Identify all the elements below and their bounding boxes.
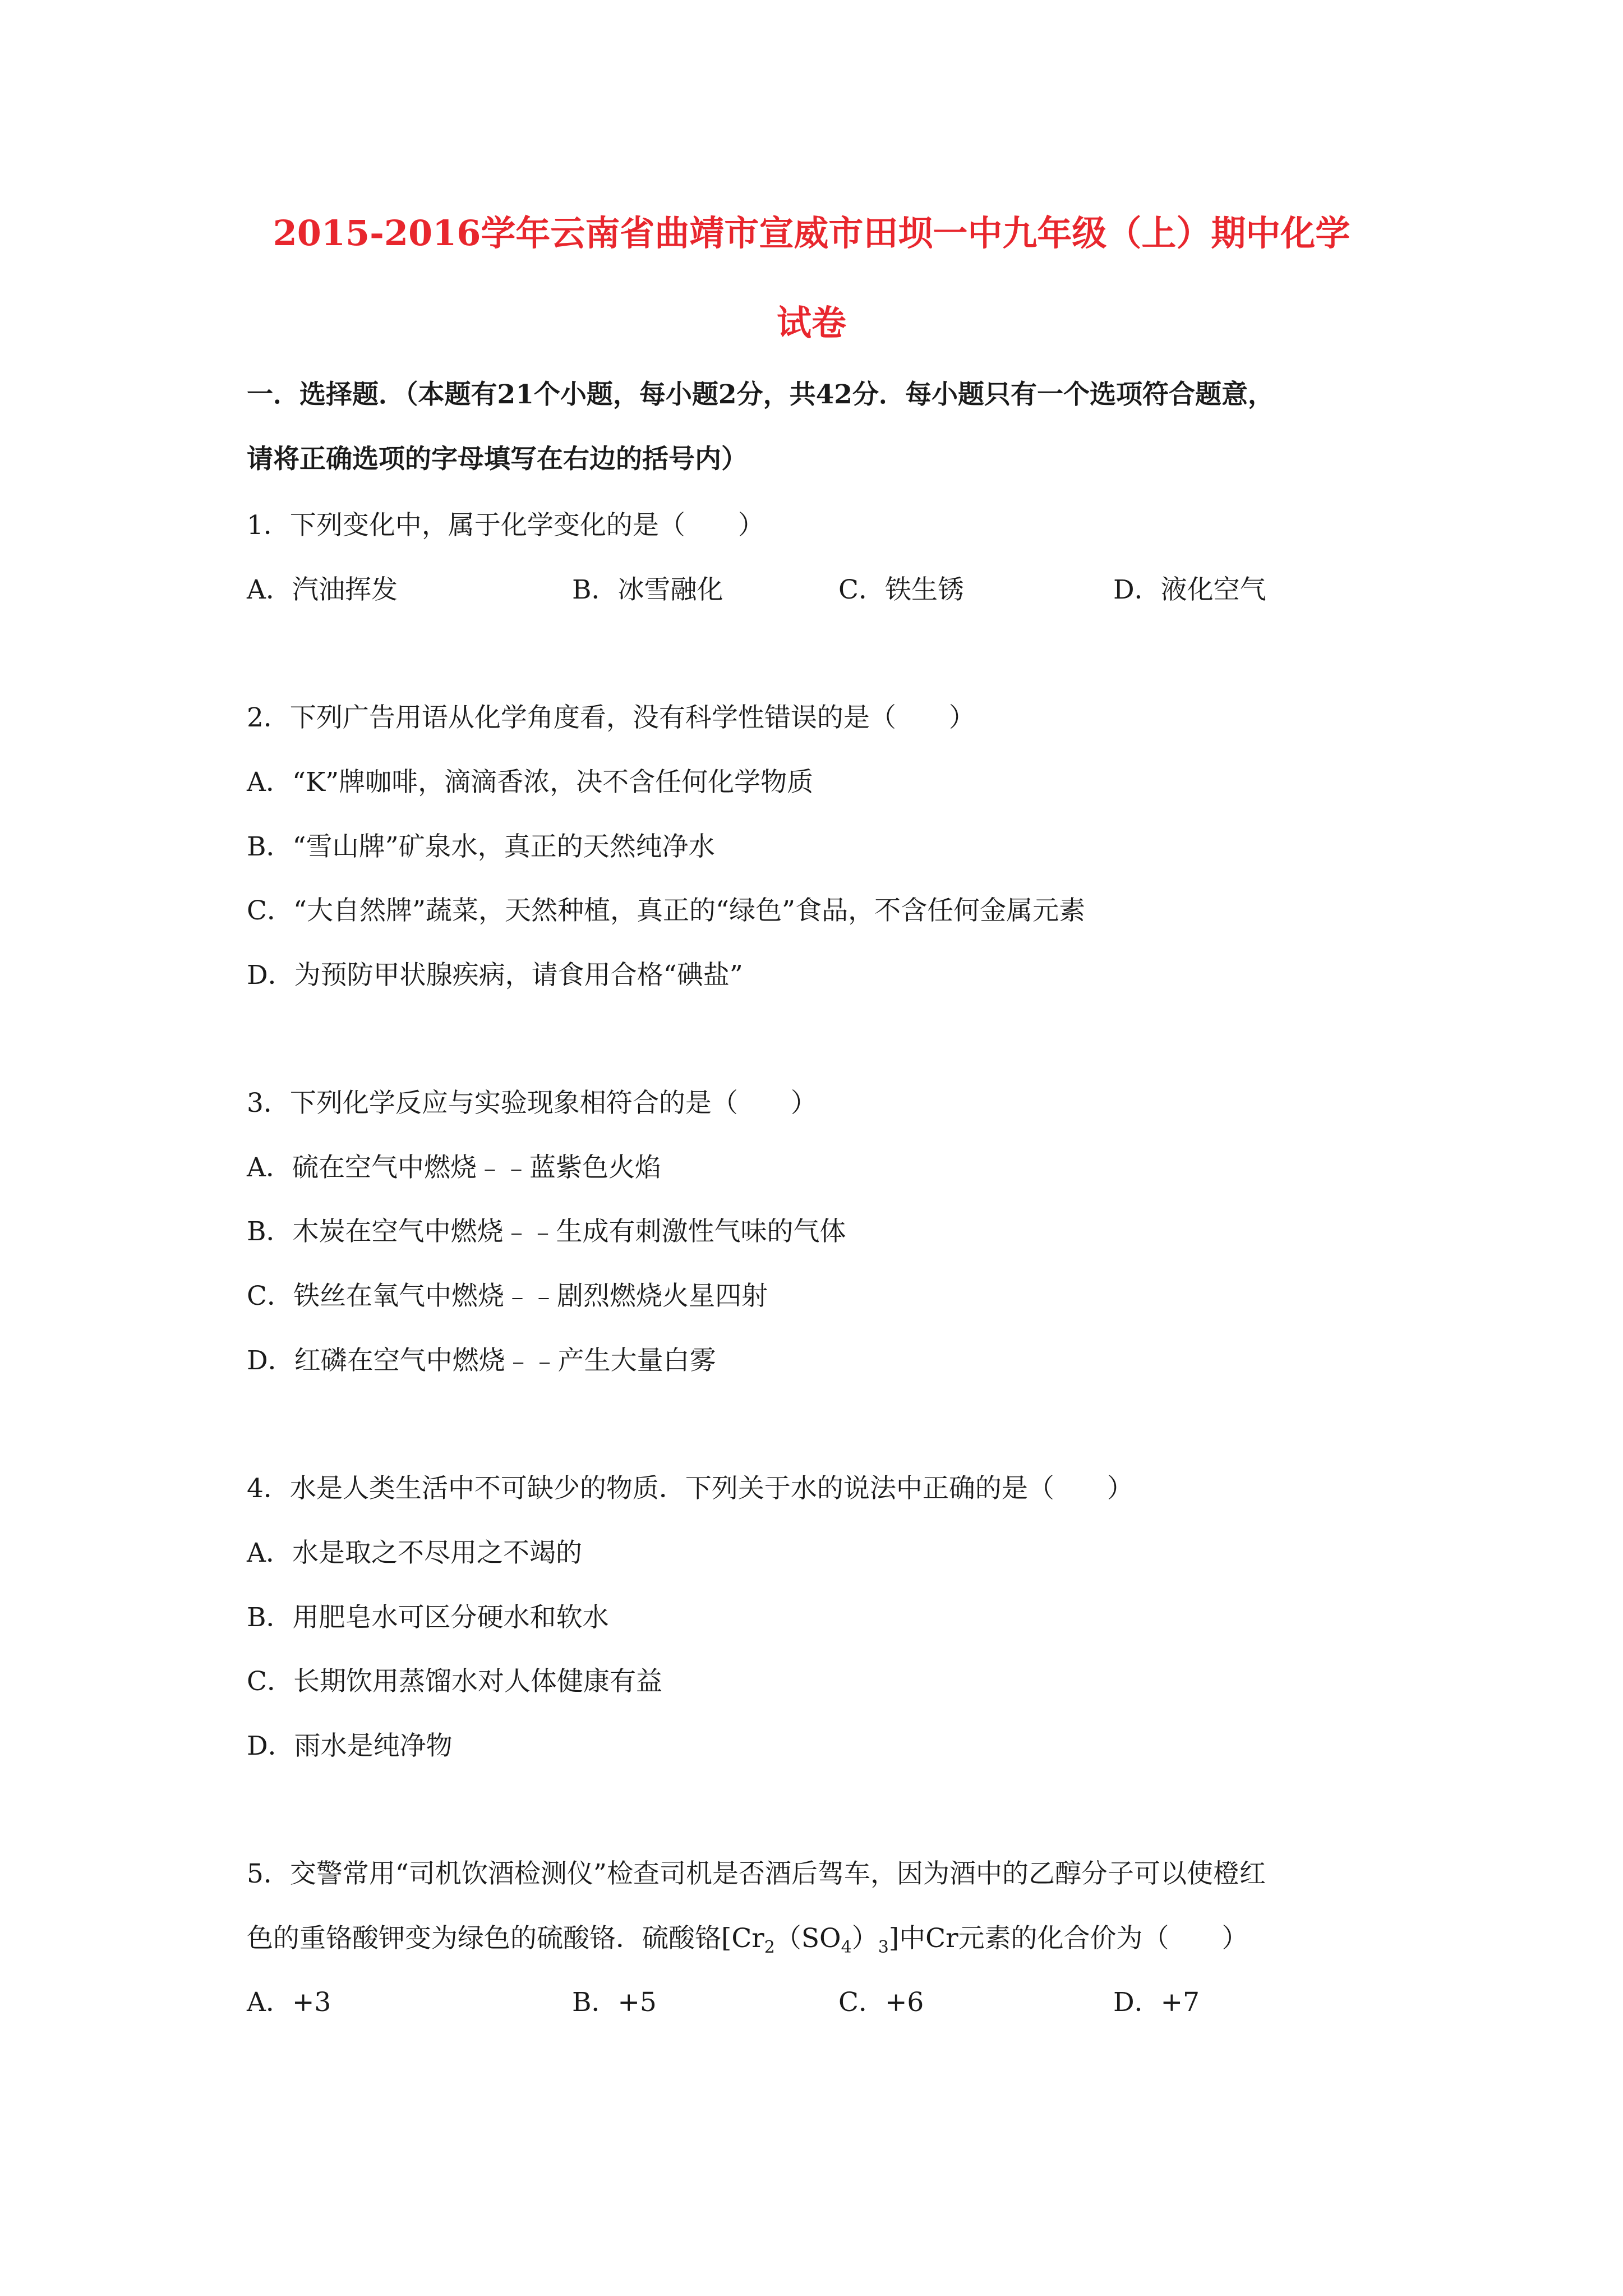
question-1-option-a: A．汽油挥发 xyxy=(247,574,398,605)
question-5-stem-line2 xyxy=(247,1925,1248,1956)
question-1-option-b: B．冰雪融化 xyxy=(572,574,723,605)
question-3-option-a: A．硫在空气中燃烧﹣﹣蓝紫色火焰 xyxy=(247,1152,661,1183)
question-5-stem-text-a: 色的重铬酸钾变为绿色的硫酸铬．硫酸铬[Cr xyxy=(247,1923,764,1954)
question-4-option-a: A．水是取之不尽用之不竭的 xyxy=(247,1538,582,1568)
section-heading-line1: 一．选择题．（本题有21个小题，每小题2分，共42分．每小题只有一个选项符合题意， xyxy=(247,379,1275,410)
question-4-option-c: C．长期饮用蒸馏水对人体健康有益 xyxy=(247,1666,662,1697)
question-5-option-a: A．+3 xyxy=(247,1987,331,2018)
question-5-option-c: C．+6 xyxy=(838,1987,924,2018)
question-3-stem: 3．下列化学反应与实验现象相符合的是（ ） xyxy=(247,1088,817,1119)
question-5-stem-text-b: （SO xyxy=(774,1923,841,1954)
subscript-2: 2 xyxy=(764,1938,775,1957)
question-3-option-b: B．木炭在空气中燃烧﹣﹣生成有刺激性气味的气体 xyxy=(247,1216,846,1247)
question-5-stem-text-c: ） xyxy=(851,1923,878,1954)
question-1-option-d: D．液化空气 xyxy=(1113,574,1266,605)
question-2-option-a: A．“K”牌咖啡，滴滴香浓，决不含任何化学物质 xyxy=(247,767,814,798)
subscript-4: 4 xyxy=(841,1938,852,1957)
question-4-stem: 4．水是人类生活中不可缺少的物质．下列关于水的说法中正确的是（ ） xyxy=(247,1473,1133,1504)
question-4-option-d: D．雨水是纯净物 xyxy=(247,1731,453,1761)
question-5-stem-line1: 5．交警常用“司机饮酒检测仪”检查司机是否酒后驾车，因为酒中的乙醇分子可以使橙红 xyxy=(247,1858,1266,1889)
question-5-option-d: D．+7 xyxy=(1113,1987,1200,2018)
question-3-option-d: D．红磷在空气中燃烧﹣﹣产生大量白雾 xyxy=(247,1345,716,1376)
question-2-stem: 2．下列广告用语从化学角度看，没有科学性错误的是（ ） xyxy=(247,702,975,733)
question-2-option-c: C．“大自然牌”蔬菜，天然种植，真正的“绿色”食品，不含任何金属元素 xyxy=(247,895,1086,926)
question-1-option-c: C．铁生锈 xyxy=(838,574,964,605)
question-2-option-b: B．“雪山牌”矿泉水，真正的天然纯净水 xyxy=(247,831,715,862)
question-3-option-c: C．铁丝在氧气中燃烧﹣﹣剧烈燃烧火星四射 xyxy=(247,1281,768,1312)
question-1-stem: 1．下列变化中，属于化学变化的是（ ） xyxy=(247,510,764,541)
section-heading-line2: 请将正确选项的字母填写在右边的括号内） xyxy=(247,444,748,475)
subscript-3: 3 xyxy=(878,1938,889,1957)
question-5-option-b: B．+5 xyxy=(572,1987,657,2018)
question-5-stem-text-d: ]中Cr元素的化合价为（ ） xyxy=(888,1923,1248,1954)
question-2-option-d: D．为预防甲状腺疾病，请食用合格“碘盐” xyxy=(247,960,743,991)
exam-title-line1: 2015-2016学年云南省曲靖市宣威市田坝一中九年级（上）期中化学 xyxy=(273,213,1350,254)
question-4-option-b: B．用肥皂水可区分硬水和软水 xyxy=(247,1602,609,1633)
exam-title-line2: 试卷 xyxy=(776,302,846,343)
